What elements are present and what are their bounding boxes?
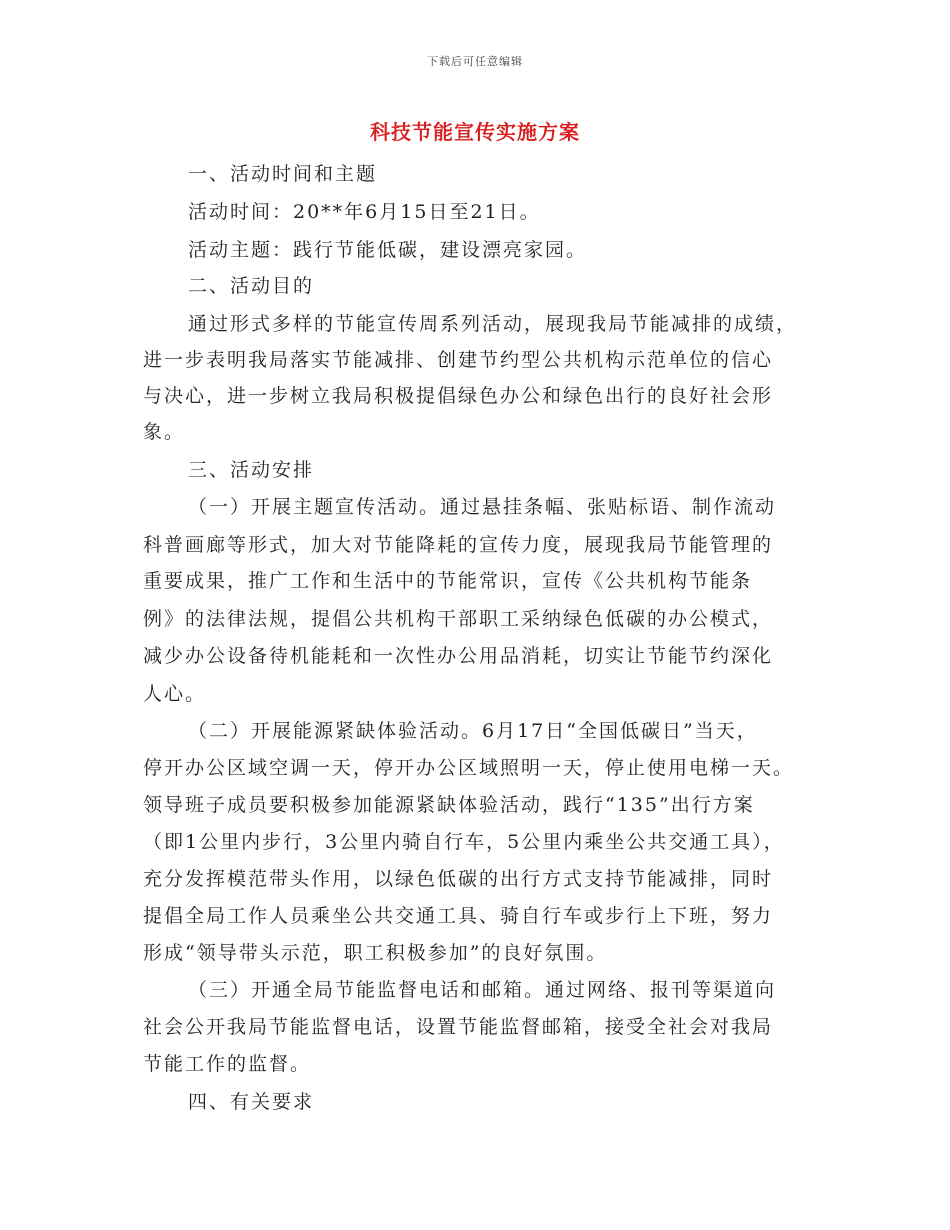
paragraph-line: 进一步表明我局落实节能减排、创建节约型公共机构示范单位的信心 [143,349,774,371]
paragraph-line: 减少办公设备待机能耗和一次性办公用品消耗，切实让节能节约深化 [143,645,774,667]
paragraph-line: 科普画廊等形式，加大对节能降耗的宣传力度，展现我局节能管理的 [143,534,774,556]
document-title: 科技节能宣传实施方案 [370,120,580,144]
paragraph-line: 重要成果，推广工作和生活中的节能常识，宣传《公共机构节能条 [143,570,753,592]
paragraph-line: （一）开展主题宣传活动。通过悬挂条幅、张贴标语、制作流动 [188,496,777,518]
paragraph-line: 与决心，进一步树立我局积极提倡绿色办公和绿色出行的良好社会形 [143,385,774,407]
paragraph-line: 例》的法律法规，提倡公共机构干部职工采纳绿色低碳的办公模式， [143,608,774,630]
paragraph-line: 人心。 [143,683,207,705]
section-heading-1: 一、活动时间和主题 [188,163,378,185]
paragraph-line: 活动时间：20**年6月15日至21日。 [188,201,541,223]
paragraph-line: 领导班子成员要积极参加能源紧缺体验活动，践行“135”出行方案 [143,794,755,816]
header-note: 下载后可任意编辑 [427,55,523,68]
paragraph-line: 节能工作的监督。 [143,1053,312,1075]
paragraph-line: （三）开通全局节能监督电话和邮箱。通过网络、报刊等渠道向 [188,979,777,1001]
section-heading-3: 三、活动安排 [188,459,315,481]
paragraph-line: （二）开展能源紧缺体验活动。6月17日“全国低碳日”当天， [188,720,758,742]
paragraph-line: （即1公里内步行，3公里内骑自行车，5公里内乘坐公共交通工具）， [143,831,785,853]
paragraph-line: 提倡全局工作人员乘坐公共交通工具、骑自行车或步行上下班，努力 [143,905,774,927]
paragraph-line: 充分发挥模范带头作用，以绿色低碳的出行方式支持节能减排，同时 [143,868,774,890]
paragraph-line: 活动主题：践行节能低碳，建设漂亮家园。 [188,239,588,261]
paragraph-line: 停开办公区域空调一天，停开办公区域照明一天，停止使用电梯一天。 [143,757,795,779]
paragraph-line: 社会公开我局节能监督电话，设置节能监督邮箱，接受全社会对我局 [143,1016,774,1038]
paragraph-line: 形成“领导带头示范，职工积极参加”的良好氛围。 [143,942,608,964]
paragraph-line: 象。 [143,421,186,443]
paragraph-line: 通过形式多样的节能宣传周系列活动，展现我局节能减排的成绩， [188,313,798,335]
section-heading-2: 二、活动目的 [188,275,315,297]
section-heading-4: 四、有关要求 [188,1091,315,1113]
